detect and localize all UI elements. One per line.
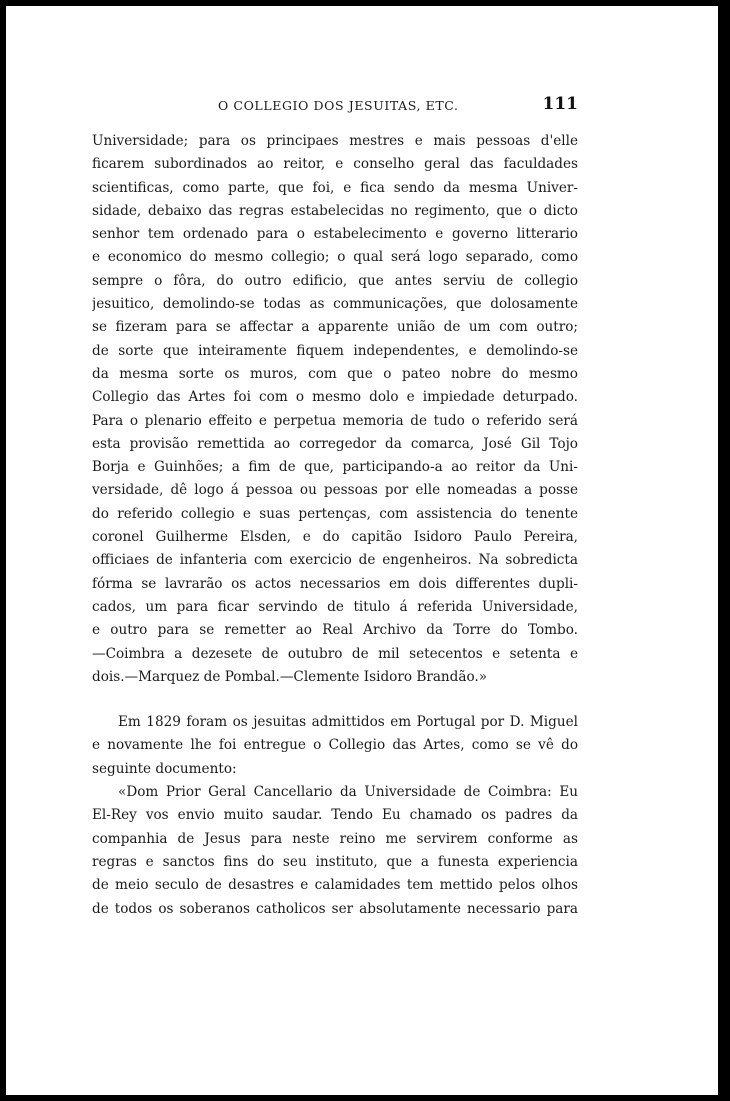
body-text bbox=[92, 130, 578, 921]
text-line: cados, um para ficar servindo de titulo á referida Universidade, bbox=[92, 598, 578, 615]
text-line: regras e sanctos fins do seu instituto, que a funesta experiencia bbox=[92, 853, 578, 870]
text-line: dois.—Marquez de Pombal.—Clemente Isidoro Brandão.» bbox=[92, 668, 488, 685]
text-line: scientificas, como parte, que foi, e fica sendo da mesma Univer- bbox=[92, 179, 578, 196]
text-line: de sorte que inteiramente fiquem independentes, e demolindo-se bbox=[92, 342, 578, 359]
text-line: e outro para se remetter ao Real Archivo da Torre do Tombo. bbox=[92, 622, 578, 639]
text-line: do referido collegio e suas pertenças, com assistencia do tenente bbox=[92, 505, 578, 522]
text-line: jesuitico, demolindo-se todas as communicações, que dolosamente bbox=[92, 296, 578, 313]
text-line: senhor tem ordenado para o estabelecimento e governo litterario bbox=[92, 226, 578, 243]
paragraph-gap bbox=[92, 689, 578, 711]
text-line: sidade, debaixo das regras estabelecidas no regimento, que o dicto bbox=[92, 202, 578, 219]
page-header bbox=[94, 94, 578, 120]
text-line: «Dom Prior Geral Cancellario da Universidade de Coimbra: Eu bbox=[118, 784, 578, 801]
text-line: coronel Guilherme Elsden, e do capitão Isidoro Paulo Pereira, bbox=[92, 529, 578, 546]
text-line: companhia de Jesus para neste reino me servirem conforme as bbox=[92, 830, 578, 847]
text-line: fórma se lavrarão os actos necessarios em dois differentes dupli- bbox=[92, 575, 578, 592]
text-line: Collegio das Artes foi com o mesmo dolo e impiedade deturpado. bbox=[92, 389, 578, 406]
text-line: de todos os soberanos catholicos ser absolutamente necessario para bbox=[92, 900, 578, 917]
text-line: de meio seculo de desastres e calamidades tem mettido pelos olhos bbox=[92, 877, 578, 894]
text-line: Em 1829 foram os jesuitas admittidos em Portugal por D. Miguel bbox=[118, 714, 578, 731]
text-line: officiaes de infanteria com exercicio de engenheiros. Na sobredicta bbox=[92, 552, 578, 569]
book-page bbox=[6, 6, 718, 1095]
text-line: sempre o fôra, do outro edificio, que antes serviu de collegio bbox=[92, 272, 578, 289]
page-number: 111 bbox=[542, 94, 578, 114]
text-line: —Coimbra a dezesete de outubro de mil setecentos e setenta e bbox=[92, 645, 578, 662]
text-line: El-Rey vos envio muito saudar. Tendo Eu chamado os padres da bbox=[92, 807, 578, 824]
text-line: seguinte documento: bbox=[92, 760, 237, 777]
text-line: versidade, dê logo á pessoa ou pessoas por elle nomeadas a posse bbox=[92, 482, 578, 499]
text-line: ficarem subordinados ao reitor, e conselho geral das faculdades bbox=[92, 156, 578, 173]
text-line: esta provisão remettida ao corregedor da comarca, José Gil Tojo bbox=[92, 435, 578, 452]
running-title: O COLLEGIO DOS JESUITAS, ETC. bbox=[218, 98, 459, 113]
text-line: da mesma sorte os muros, com que o pateo nobre do mesmo bbox=[92, 365, 578, 382]
text-line: Para o plenario effeito e perpetua memoria de tudo o referido será bbox=[92, 412, 578, 429]
text-line: se fizeram para se affectar a apparente união de um com outro; bbox=[92, 319, 578, 336]
text-line: e novamente lhe foi entregue o Collegio das Artes, como se vê do bbox=[92, 737, 578, 754]
text-line: e economico do mesmo collegio; o qual será logo separado, como bbox=[92, 249, 578, 266]
text-line: Borja e Guinhões; a fim de que, participando-a ao reitor da Uni- bbox=[92, 459, 578, 476]
text-line: Universidade; para os principaes mestres e mais pessoas d'elle bbox=[92, 133, 578, 149]
